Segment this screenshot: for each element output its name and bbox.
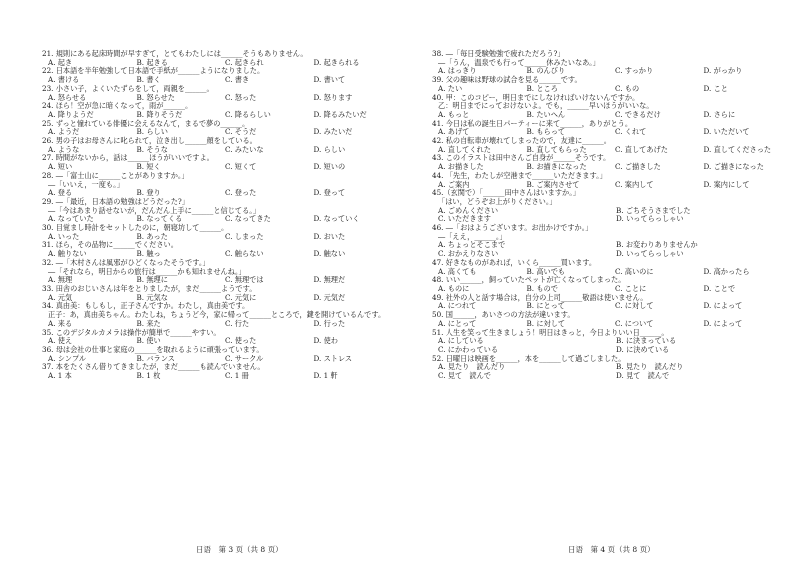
question-text: 25. ずっと憧れている俳優に会えるなんて，まるで夢の______。 (42, 118, 250, 128)
answer-option: A. ような (48, 144, 80, 154)
answer-option: C. なってきた (225, 214, 271, 224)
question-43 (432, 154, 792, 171)
answer-option: B. 登り (136, 188, 161, 198)
answer-option: A. 降りようだ (48, 109, 94, 119)
answer-option: B. お変わりありませんか (616, 240, 698, 250)
question-text: 38. ―「毎日受験勉強で疲れただろう?」 (432, 49, 565, 58)
answer-option: B. 元気な (136, 292, 168, 302)
question-text: 29. ―「最近，日本語の勉強はどうだった?」 (42, 196, 189, 206)
question-text: 22. 日本語を半年勉強して日本語で手紙が______ようになりました。 (42, 66, 265, 76)
answer-option: B. 触っ (136, 249, 161, 259)
question-text: 39. 父の趣味は野球の試合を見る______です。 (432, 75, 582, 85)
answer-option: A. なっていた (48, 214, 94, 224)
question-text: 48. いい______，飼っていたペットが亡くなってしまった。 (432, 275, 626, 285)
answer-options (432, 372, 792, 381)
answer-option: A. ちょっとそこまで (438, 240, 506, 250)
answer-option: D. 行った (313, 318, 346, 328)
question-36 (42, 346, 402, 363)
question-text: 34. 真由美：もしもし，正子さんですか。わたし，真由美です。 (42, 301, 250, 311)
question-23 (42, 85, 402, 102)
question-text: 50. 国______，あいさつの方法が違います。 (432, 310, 575, 320)
answer-option: C. 使った (225, 336, 257, 346)
answer-option: A. 登る (48, 188, 73, 198)
answer-option: C. 起きられ (225, 57, 264, 67)
answer-option: B. お描きになった (526, 162, 587, 172)
answer-option: C. 案内して (615, 179, 654, 189)
question-40 (432, 94, 792, 120)
question-text: 31. ほら，その品物に______でください。 (42, 240, 178, 250)
answer-option: D. 見て 読んで (616, 371, 670, 381)
question-29 (42, 198, 402, 224)
answer-option: A. たい (438, 83, 463, 93)
answer-option: C. 高いのに (615, 266, 654, 276)
answer-option: A. にとって (438, 318, 477, 328)
question-32 (42, 259, 402, 285)
answer-option: A. いった (48, 231, 80, 241)
answer-option: D. こと (703, 83, 728, 93)
answer-option: D. らしい (313, 144, 346, 154)
answer-option: D. 降るみたいだ (313, 109, 367, 119)
question-51 (432, 329, 792, 355)
answer-option: A. 1 本 (48, 371, 72, 381)
answer-option: B. ご案内させて (526, 179, 580, 189)
question-35 (42, 329, 402, 346)
answer-option: A. ようだ (48, 127, 80, 137)
answer-option: B. 見たり 読んだり (616, 362, 684, 372)
question-text: 49. 社外の人と話す場合は，自分の上司______敬語は使いません。 (432, 292, 648, 302)
answer-option: B. 怒らせた (136, 92, 175, 102)
answer-option: D. いってらっしゃい (616, 249, 684, 259)
question-text: 30. 目覚まし時計をセットしたのに，朝寝坊して______。 (42, 223, 229, 233)
answer-option: B. 無理に (136, 275, 168, 285)
question-text: 44. 「先生，わたしが空港まで______いただきます。」 (432, 170, 607, 180)
answer-option: A. 高くても (438, 266, 477, 276)
question-text: 21. 規則にある起床時間が早すぎて，とてもわたしには______そうもありません。 (42, 49, 308, 58)
answer-option: B. バランス (136, 353, 175, 363)
question-text: 47. 好きなものがあれば，いくら______買います。 (432, 257, 597, 267)
question-33 (42, 285, 402, 302)
answer-option: D. さらに (703, 109, 736, 119)
answer-option: A. ものに (438, 283, 470, 293)
question-38 (432, 50, 792, 76)
question-37 (42, 363, 402, 380)
question-45 (432, 189, 792, 224)
question-text: 24. ほら！空が急に暗くなって，雨が______。 (42, 101, 193, 111)
answer-option: C. 見て 読んで (438, 371, 491, 381)
answer-option: D. 使わ (313, 336, 338, 346)
answer-option: A. 怒らせる (48, 92, 87, 102)
answer-option: C. 短くて (225, 162, 257, 172)
answer-option: C. に対して (615, 301, 654, 311)
answer-option: A. 来る (48, 318, 73, 328)
answer-option: D. いただいて (703, 127, 750, 137)
question-22 (42, 67, 402, 84)
answer-option: D. によって (703, 318, 743, 328)
answer-options (42, 372, 402, 381)
answer-option: C. 降るらしい (225, 109, 271, 119)
question-31 (42, 241, 402, 258)
answer-option: C. おかえりなさい (438, 249, 499, 259)
answer-option: C. そうだ (225, 127, 257, 137)
answer-option: D. 登って (313, 188, 346, 198)
answer-option: D. 元気だ (313, 292, 346, 302)
answer-option: A. にしている (438, 336, 484, 346)
answer-option: A. ご案内 (438, 179, 470, 189)
answer-option: C. 行た (225, 318, 250, 328)
answer-option: A. シンプル (48, 353, 87, 363)
question-34 (42, 302, 402, 328)
question-subtext: ―「ええ，______。」 (438, 231, 507, 241)
answer-option: C. ご描きした (615, 162, 661, 172)
question-text: 41. 今日は私の誕生日パーティーに来て______，ありがとう。 (432, 118, 633, 128)
answer-option: C. すっかり (615, 66, 654, 76)
answer-option: B. 降りそうだ (136, 109, 183, 119)
question-50 (432, 311, 792, 328)
answer-option: D. 起きられる (313, 57, 360, 67)
answer-option: B. 使い (136, 336, 161, 346)
answer-option: D. 短いの (313, 162, 346, 172)
question-text: 23. 小さい子，よくいたずらをして，両親を______。 (42, 83, 214, 93)
answer-option: A. 起き (48, 57, 73, 67)
question-27 (42, 154, 402, 171)
question-25 (42, 120, 402, 137)
question-text: 46. ―「おはようございます。お出かけですか。」 (432, 223, 593, 233)
left-page-footer: 日语 第 3 页（共 8 页） (196, 545, 283, 554)
answer-option: D. 怒ります (313, 92, 353, 102)
answer-option: C. 書き (225, 75, 250, 85)
question-text: 28. ―「富士山に______ことがありますか。」 (42, 170, 189, 180)
answer-option: B. もので (526, 283, 558, 293)
question-text: 36. 母は会社の仕事と家庭の______を取れるように頑張っています。 (42, 344, 264, 354)
answer-option: B. そうな (136, 144, 168, 154)
answer-option: D. みたいだ (313, 127, 353, 137)
answer-option: B. たいへん (526, 109, 566, 119)
answer-option: B. 1 枚 (136, 371, 161, 381)
answer-option: B. らしい (136, 127, 168, 137)
question-subtext: ―「いいえ，一度も。」 (48, 179, 124, 189)
question-text: 37. 本をたくさん借りてきましたが，まだ______も読んでいません。 (42, 362, 265, 372)
answer-option: D. によって (703, 301, 743, 311)
answer-option: B. ごちそうさまでした (616, 205, 691, 215)
answer-option: C. 怒った (225, 92, 257, 102)
question-21 (42, 50, 402, 67)
answer-option: D. に決めている (616, 344, 670, 354)
right-page (432, 50, 792, 381)
answer-option: D. 高かったら (703, 266, 750, 276)
answer-option: A. につれて (438, 301, 477, 311)
answer-option: C. について (615, 318, 654, 328)
question-text: 35. このデジタルカメラは操作が簡単で______やすい。 (42, 327, 221, 337)
right-page-footer: 日语 第 4 页（共 8 页） (568, 545, 655, 554)
answer-option: A. 短い (48, 162, 73, 172)
question-48 (432, 276, 792, 293)
answer-option: B. ところ (526, 83, 558, 93)
answer-option: C. できるだけ (615, 109, 661, 119)
question-49 (432, 294, 792, 311)
answer-option: A. もっと (438, 109, 470, 119)
question-30 (42, 224, 402, 241)
question-subtext: 「はい，どうぞお上がりください。」 (438, 196, 557, 206)
answer-option: D. いってらっしゃい (616, 214, 684, 224)
answer-option: A. 触りない (48, 249, 87, 259)
question-subtext: ―「今はあまり話せないが，だんだん上手に______と信じてる。」 (48, 205, 261, 215)
question-text: 27. 時間がないから，話は______ほうがいいですよ。 (42, 153, 214, 163)
answer-option: B. 高いでも (526, 266, 566, 276)
answer-option: B. に決まっている (616, 336, 677, 346)
answer-option: D. 1 軒 (313, 371, 338, 381)
answer-option: B. に対して (526, 318, 566, 328)
answer-option: B. のんびり (526, 66, 566, 76)
answer-option: C. いただきます (438, 214, 491, 224)
answer-option: C. にかわっている (438, 344, 499, 354)
answer-option: A. 元気 (48, 292, 73, 302)
answer-option: C. 無理では (225, 275, 264, 285)
question-24 (42, 102, 402, 119)
answer-option: C. みたいな (225, 144, 264, 154)
answer-option: B. 起きる (136, 57, 168, 67)
answer-option: A. ごめんください (438, 205, 499, 215)
answer-option: C. もの (615, 83, 640, 93)
answer-option: D. 書いて (313, 75, 346, 85)
answer-option: A. 見たり 読んだり (438, 362, 506, 372)
question-46 (432, 224, 792, 259)
question-text: 32. ―「木村さんは風邪がひどくなったそうです。」 (42, 257, 210, 267)
answer-option: C. 触らない (225, 249, 264, 259)
question-text: 26. 男の子はお母さんに叱られて，泣き出し______顔をしている。 (42, 136, 257, 146)
answer-option: D. ご描きになった (703, 162, 764, 172)
question-text: 43. このイラストは田中さんご自身が______そうです。 (432, 153, 611, 163)
question-41 (432, 120, 792, 137)
answer-option: A. 書ける (48, 75, 80, 85)
answer-option: C. 登った (225, 188, 257, 198)
question-text: 40. 甲：このコピー，明日までにしなければいけないんですか。 (432, 92, 640, 102)
question-subtext: 正子：あ，真由美ちゃん。わたしね，ちょうど今，家に帰って______ところで，鍵を開けているんです。 (48, 310, 386, 320)
question-44 (432, 172, 792, 189)
question-42 (432, 137, 792, 154)
answer-option: C. サークル (225, 353, 264, 363)
answer-option: D. がっかり (703, 66, 743, 76)
answer-option: B. もらって (526, 127, 566, 137)
answer-option: B. にとって (526, 301, 565, 311)
answer-option: D. 直してくださった (703, 144, 772, 154)
question-26 (42, 137, 402, 154)
answer-option: C. 直してあげた (615, 144, 668, 154)
answer-option: C. 1 冊 (225, 371, 249, 381)
answer-option: A. 使え (48, 336, 73, 346)
answer-option: A. 無理 (48, 275, 73, 285)
question-text: 45.（玄関で）「______田中さんはいますか。」 (432, 188, 580, 198)
question-39 (432, 76, 792, 93)
answer-option: D. ストレス (313, 353, 353, 363)
answer-option: B. 短く (136, 162, 161, 172)
answer-option: D. なっていく (313, 214, 360, 224)
answer-option: D. 触ない (313, 249, 346, 259)
question-text: 33. 田舎のおじいさんは年をとりましたが，まだ______ようです。 (42, 283, 257, 293)
question-52 (432, 355, 792, 381)
left-page (42, 50, 402, 381)
question-subtext: ―「うん，温泉でも行って______休みたいなあ。」 (438, 57, 600, 67)
question-subtext: 乙：明日までにっておけないよ。でも，______早いほうがいいな。 (438, 101, 654, 111)
answer-option: B. 直してもらった (526, 144, 587, 154)
answer-option: A. はっきり (438, 66, 477, 76)
answer-option: B. あった (136, 231, 168, 241)
answer-option: A. 直してくれた (438, 144, 491, 154)
answer-option: B. なってくる (136, 214, 183, 224)
question-text: 52. 日曜日は映画を______，本を______して過ごしました。 (432, 353, 626, 363)
answer-option: C. しまった (225, 231, 264, 241)
question-47 (432, 259, 792, 276)
answer-option: C. 元気に (225, 292, 257, 302)
answer-option: A. お描きした (438, 162, 484, 172)
question-28 (42, 172, 402, 198)
question-text: 42. 私の自転車が壊れてしまったので，友達に______。 (432, 136, 611, 146)
answer-option: D. 無理だ (313, 275, 346, 285)
question-subtext: ―「それなら，明日からの旅行は______かも知れませんね。」 (48, 266, 246, 276)
answer-option: D. 案内にして (703, 179, 750, 189)
answer-option: A. あげて (438, 127, 470, 137)
answer-option: C. ことに (615, 283, 647, 293)
question-text: 51. 人生を笑って生きましょう！明日はきっと，今日よりいい日______。 (432, 327, 669, 337)
answer-option: D. おいた (313, 231, 346, 241)
answer-option: B. 来た (136, 318, 161, 328)
answer-option: B. 書く (136, 75, 161, 85)
answer-option: D. ことで (703, 283, 736, 293)
answer-option: C. くれて (615, 127, 647, 137)
